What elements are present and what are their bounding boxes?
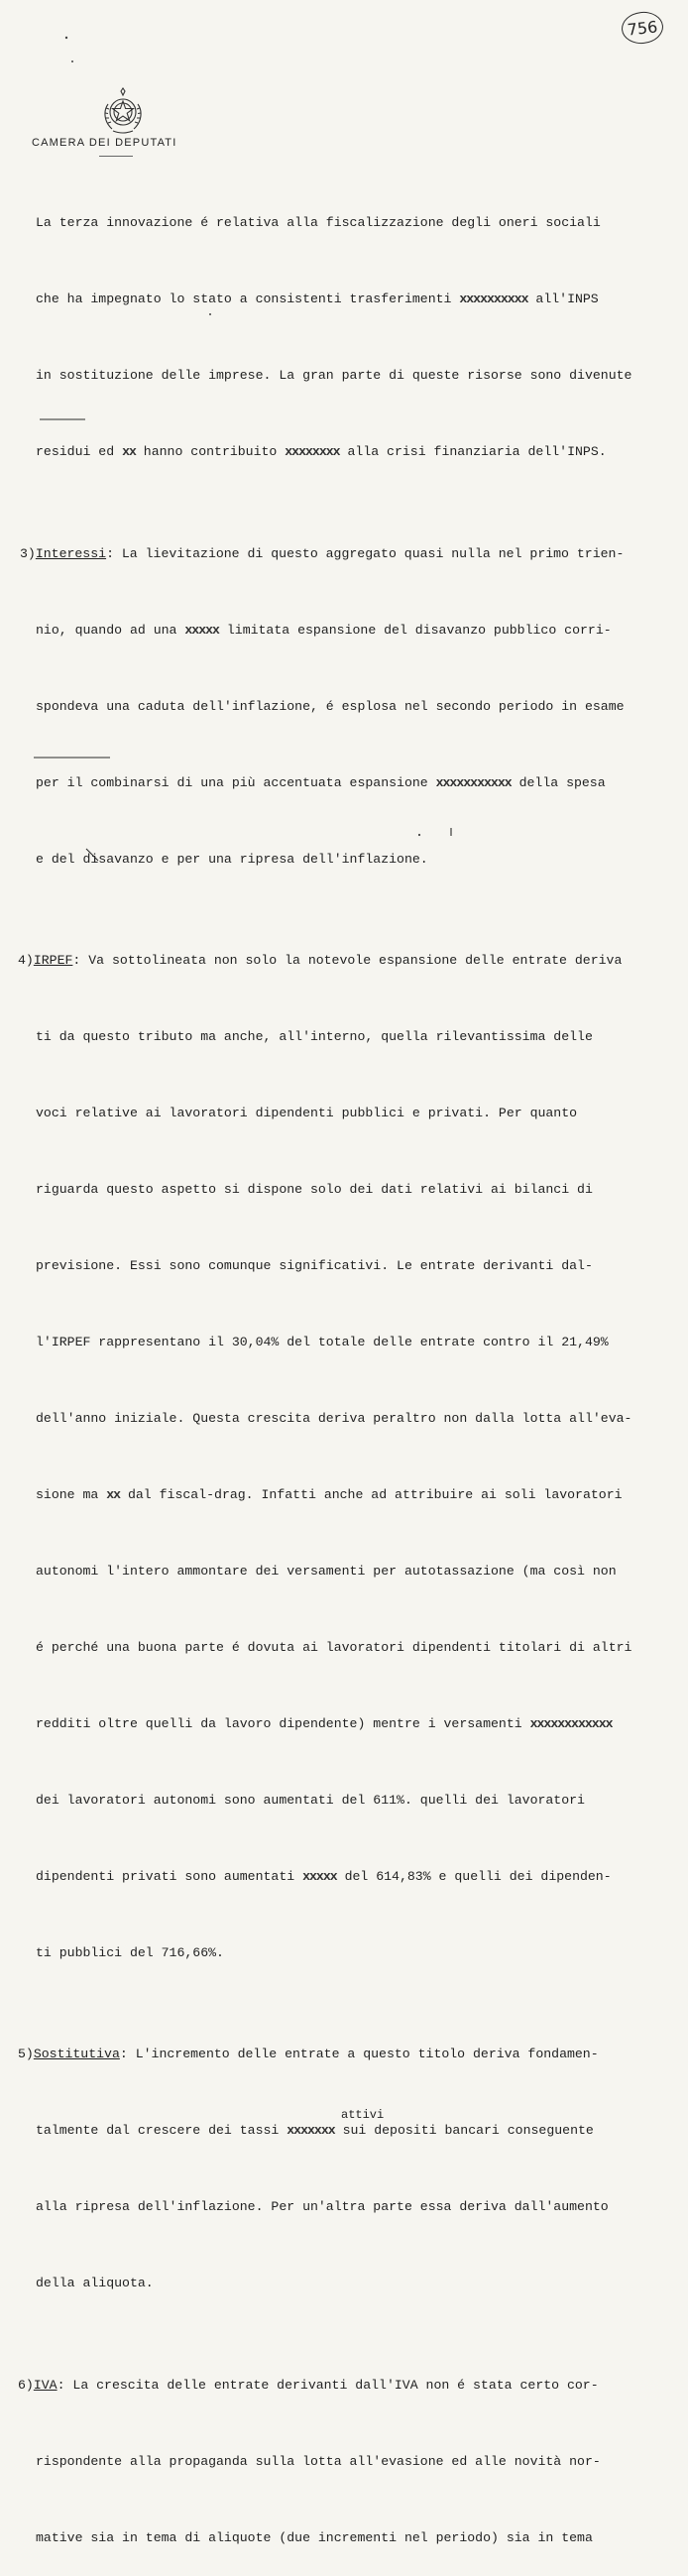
header-divider: [99, 156, 133, 157]
text-line: 6)IVA: La crescita delle entrate derivanti dall'IVA non é stata certo cor-: [18, 2377, 599, 2393]
text-line: e del disavanzo e per una ripresa dell'inflazione.: [36, 851, 428, 867]
text-line: é perché una buona parte é dovuta ai lavoratori dipendenti titolari di altri: [36, 1639, 632, 1655]
struck-out-text: xxxxxxxxxx: [459, 292, 528, 307]
text-line: dipendenti privati sono aumentati xxxxx del 614,83% e quelli dei dipenden-: [36, 1868, 612, 1884]
text-line: talmente dal crescere dei tassi attivi xxxxxxx sui depositi bancari conseguente: [36, 2108, 594, 2139]
section-number: 4): [18, 953, 34, 969]
struck-out-text: xxxxxxx: [287, 2123, 335, 2139]
struck-out-text: xx: [106, 1486, 121, 1502]
inserted-word: attivi: [341, 2108, 385, 2123]
section-heading-irpef: IRPEF: [33, 953, 73, 969]
text-line: redditi oltre quelli da lavoro dipendente) mentre i versamenti xxxxxxxxxxxx: [36, 1715, 613, 1731]
struck-out-text: xxxxxxxxxxx: [435, 774, 512, 790]
text-line: nio, quando ad una xxxxx limitata espansione del disavanzo pubblico corri-: [36, 622, 612, 638]
section-number: 3): [20, 545, 36, 561]
text-line: 3)Interessi: La lievitazione di questo aggregato quasi nulla nel primo trien-: [20, 545, 625, 561]
text-line: dei lavoratori autonomi sono aumentati del 611%. quelli dei lavoratori: [36, 1792, 585, 1808]
section-number: 6): [18, 2377, 34, 2393]
text-line: ti pubblici del 716,66%.: [36, 1944, 224, 1960]
text-line: ti da questo tributo ma anche, all'interno, quella rilevantissima delle: [36, 1029, 593, 1045]
text-line: per il combinarsi di una più accentuata espansione xxxxxxxxxxx della spesa: [36, 774, 606, 790]
text-line: residui ed xx hanno contribuito xxxxxxxx alla crisi finanziaria dell'INPS.: [36, 444, 607, 460]
text-line: spondeva una caduta dell'inflazione, é esplosa nel secondo periodo in esame: [36, 698, 625, 714]
text-line: voci relative ai lavoratori dipendenti pubblici e privati. Per quanto: [36, 1106, 578, 1121]
section-heading-sostitutiva: Sostitutiva: [33, 2047, 120, 2062]
text-line: 4)IRPEF: Va sottolineata non solo la notevole espansione delle entrate deriva: [18, 953, 623, 969]
text-line: previsione. Essi sono comunque significativi. Le entrate derivanti dal-: [36, 1258, 593, 1274]
struck-out-text: xxxxxxxxxxxx: [529, 1715, 613, 1731]
struck-out-text: xxxxx: [302, 1868, 337, 1884]
text-line: autonomi l'intero ammontare dei versamenti per autotassazione (ma così non: [36, 1563, 617, 1579]
section-number: 5): [18, 2047, 34, 2062]
text-line: rispondente alla propaganda sulla lotta all'evasione ed alle novità nor-: [36, 2453, 601, 2469]
text-line: riguarda questo aspetto si dispone solo dei dati relativi ai bilanci di: [36, 1182, 593, 1198]
text-line: alla ripresa dell'inflazione. Per un'altra parte essa deriva dall'aumento: [36, 2199, 609, 2215]
page-number-stamp: [620, 10, 664, 46]
section-heading-interessi: Interessi: [35, 545, 107, 561]
document-body: [18, 160, 682, 2576]
text-line: sione ma xx dal fiscal-drag. Infatti anche ad attribuire ai soli lavoratori: [36, 1486, 623, 1502]
chamber-header-title: CAMERA DEI DEPUTATI: [32, 137, 177, 149]
struck-out-text: xxxxx: [184, 622, 219, 638]
text-line: in sostituzione delle imprese. La gran parte di queste risorse sono divenute: [36, 368, 632, 384]
page-number: 756: [626, 16, 659, 40]
text-line: dell'anno iniziale. Questa crescita deriva peraltro non dalla lotta all'eva-: [36, 1410, 632, 1426]
section-heading-iva: IVA: [33, 2377, 57, 2393]
struck-out-text: xxxxxxxx: [285, 444, 340, 460]
text-line: l'IRPEF rappresentano il 30,04% del totale delle entrate contro il 21,49%: [36, 1334, 609, 1349]
italian-republic-emblem-icon: [99, 87, 147, 139]
text-line: mative sia in tema di aliquote (due incrementi nel periodo) sia in tema: [36, 2529, 593, 2545]
text-line: La terza innovazione é relativa alla fiscalizzazione degli oneri sociali: [36, 215, 601, 231]
text-line: che ha impegnato lo stato a consistenti trasferimenti xxxxxxxxxx all'INPS: [36, 292, 599, 307]
text-line: della aliquota.: [36, 2276, 154, 2291]
text-line: 5)Sostitutiva: L'incremento delle entrate a questo titolo deriva fondamen-: [18, 2047, 599, 2062]
struck-out-text: xx: [122, 444, 136, 460]
